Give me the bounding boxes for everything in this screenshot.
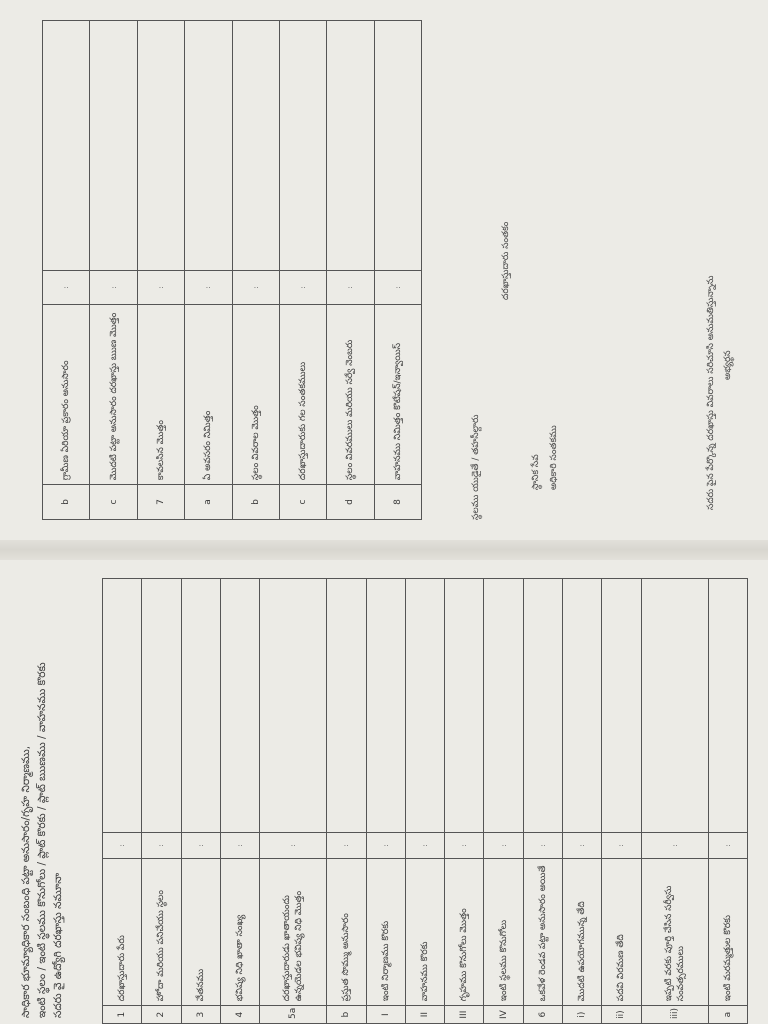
row-value-field[interactable] bbox=[366, 579, 405, 833]
row-number: iii) bbox=[641, 1006, 708, 1024]
row-value-field[interactable] bbox=[103, 579, 142, 833]
row-label: స్థలం వివరములు మరియు సర్వే నెంబరు bbox=[327, 305, 374, 485]
row-number: III bbox=[445, 1006, 484, 1024]
row-label: దరఖాస్తుదారుడు ఖాతాయందు ఉన్నయెడల భవిష్య నిధి మొత్తం bbox=[260, 859, 327, 1006]
row-label: హోదా మరియు పనిచేయు స్థలం bbox=[142, 859, 181, 1006]
row-colon: : bbox=[327, 270, 374, 305]
row-number: IV bbox=[484, 1006, 523, 1024]
row-number: 5a bbox=[260, 1006, 327, 1024]
row-number: 3 bbox=[181, 1006, 220, 1024]
row-label: దరఖాస్తుదారుకు గల సంతకములు bbox=[279, 305, 326, 485]
row-number: c bbox=[90, 485, 137, 520]
table-row bbox=[90, 21, 137, 520]
row-label: పదవి విరమణ తేది bbox=[602, 859, 641, 1006]
table-row bbox=[602, 579, 641, 1024]
approval-note: సదరు పైన పేర్కొన్న దరఖాస్తు వివరాలు సరిచూసి అనుమతిస్తున్నాను bbox=[706, 275, 716, 510]
row-number: 7 bbox=[137, 485, 184, 520]
row-number: 6 bbox=[523, 1006, 562, 1024]
row-value-field[interactable] bbox=[90, 21, 137, 271]
form-title bbox=[18, 662, 66, 1018]
row-colon: : bbox=[563, 832, 602, 859]
row-number: I bbox=[366, 1006, 405, 1024]
title-line-1: సాధికార భూమ్యాధికార సంబంధి పట్టా అనుసారం/గృహ నిర్మాణము, bbox=[20, 745, 32, 1018]
row-colon: : bbox=[366, 832, 405, 859]
row-colon: : bbox=[220, 832, 259, 859]
row-label: ఒకవేళ రెండవ పట్టా అనుసారం అయితే bbox=[523, 859, 562, 1006]
table-row bbox=[708, 579, 747, 1024]
table-row bbox=[142, 579, 181, 1024]
row-label: ఇంటి స్థలము కొనుగోలు bbox=[484, 859, 523, 1006]
row-colon: : bbox=[641, 832, 708, 859]
row-value-field[interactable] bbox=[327, 21, 374, 271]
row-label: ఇప్పటి వరకు పూర్తి చేసిన సర్వీసు సంవత్సరములు bbox=[641, 859, 708, 1006]
row-number: 8 bbox=[374, 485, 421, 520]
row-label: గ్రామీణ ఏరియా ప్రకారం అనుసారం bbox=[43, 305, 90, 485]
row-number: d bbox=[327, 485, 374, 520]
row-colon: : bbox=[484, 832, 523, 859]
row-label: ప్రస్తుత సొమ్ము అనుసారం bbox=[327, 859, 366, 1006]
row-value-field[interactable] bbox=[708, 579, 747, 833]
row-value-field[interactable] bbox=[602, 579, 641, 833]
row-colon: : bbox=[185, 270, 232, 305]
row-colon: : bbox=[43, 270, 90, 305]
approval-note-2: అభ్యర్థన bbox=[723, 350, 733, 380]
place-date: స్థలము యుడైతే / తహసీల్దారు bbox=[471, 414, 481, 520]
row-number: ii) bbox=[602, 1006, 641, 1024]
row-value-field[interactable] bbox=[327, 579, 366, 833]
row-colon: : bbox=[708, 832, 747, 859]
row-colon: : bbox=[405, 832, 444, 859]
row-colon: : bbox=[523, 832, 562, 859]
row-number: b bbox=[43, 485, 90, 520]
row-label: కావలసిన మొత్తం bbox=[137, 305, 184, 485]
row-number: II bbox=[405, 1006, 444, 1024]
row-label: మొదటి పట్టా అనుసారం దరఖాస్తు ఋణ మొత్తం bbox=[90, 305, 137, 485]
table-row bbox=[327, 579, 366, 1024]
row-label: ఇంటి మరమ్మత్తుల కొరకు bbox=[708, 859, 747, 1006]
row-label: భవిష్య నిధి ఖాతా సంఖ్య bbox=[220, 859, 259, 1006]
row-value-field[interactable] bbox=[142, 579, 181, 833]
table-row bbox=[563, 579, 602, 1024]
table-row bbox=[641, 579, 708, 1024]
row-number: 4 bbox=[220, 1006, 259, 1024]
table-row bbox=[220, 579, 259, 1024]
table-row bbox=[43, 21, 90, 520]
row-value-field[interactable] bbox=[260, 579, 327, 833]
table-row bbox=[232, 21, 279, 520]
row-value-field[interactable] bbox=[137, 21, 184, 271]
row-value-field[interactable] bbox=[43, 21, 90, 271]
row-value-field[interactable] bbox=[374, 21, 421, 271]
table-row bbox=[103, 579, 142, 1024]
row-colon: : bbox=[602, 832, 641, 859]
table-row bbox=[181, 579, 220, 1024]
row-colon: : bbox=[142, 832, 181, 859]
table-row bbox=[445, 579, 484, 1024]
row-value-field[interactable] bbox=[445, 579, 484, 833]
row-number: a bbox=[185, 485, 232, 520]
row-value-field[interactable] bbox=[523, 579, 562, 833]
row-number: i) bbox=[563, 1006, 602, 1024]
row-colon: : bbox=[374, 270, 421, 305]
row-label: దరఖాస్తుదారు పేరు bbox=[103, 859, 142, 1006]
row-value-field[interactable] bbox=[220, 579, 259, 833]
row-number: b bbox=[327, 1006, 366, 1024]
row-value-field[interactable] bbox=[484, 579, 523, 833]
row-value-field[interactable] bbox=[563, 579, 602, 833]
row-label: స్థలం వివరాల మొత్తం bbox=[232, 305, 279, 485]
row-value-field[interactable] bbox=[641, 579, 708, 833]
row-label: వేతనము bbox=[181, 859, 220, 1006]
row-label: మొదటి ఉపయోగమున్న తేది bbox=[563, 859, 602, 1006]
row-colon: : bbox=[327, 832, 366, 859]
row-label: వాహనము నిమిత్తం కొటేషన్/ఇన్వాయిస్ bbox=[374, 305, 421, 485]
row-number: c bbox=[279, 485, 326, 520]
row-colon: : bbox=[279, 270, 326, 305]
table-row bbox=[185, 21, 232, 520]
forwarded-label: స్థానిక సేవ bbox=[531, 454, 541, 490]
row-number: a bbox=[708, 1006, 747, 1024]
table-row bbox=[327, 21, 374, 520]
lower-half-rotated bbox=[0, 554, 768, 1024]
row-value-field[interactable] bbox=[181, 579, 220, 833]
table-row bbox=[366, 579, 405, 1024]
table-row bbox=[260, 579, 327, 1024]
row-colon: : bbox=[260, 832, 327, 859]
row-colon: : bbox=[103, 832, 142, 859]
row-label: గృహము కొనుగోలు మొత్తం bbox=[445, 859, 484, 1006]
row-colon: : bbox=[232, 270, 279, 305]
title-line-3: సదరు వై ఉద్యోగి దరఖాస్తు నమూనా bbox=[52, 872, 64, 1018]
applicant-signature: దరఖాస్తుదారు సంతకం bbox=[501, 221, 511, 300]
row-colon: : bbox=[90, 270, 137, 305]
table-bottom bbox=[42, 20, 422, 520]
table-row bbox=[405, 579, 444, 1024]
table-row bbox=[137, 21, 184, 520]
row-label: ఇంటి నిర్మాణము కొరకు bbox=[366, 859, 405, 1006]
row-number: 1 bbox=[103, 1006, 142, 1024]
row-value-field[interactable] bbox=[279, 21, 326, 271]
table-row bbox=[279, 21, 326, 520]
table-row bbox=[484, 579, 523, 1024]
table-row bbox=[374, 21, 421, 520]
row-label: వాహనము కొరకు bbox=[405, 859, 444, 1006]
title-line-2: ఇంటి స్థలం / ఇంటి స్థలము కొనుగోలు / ప్లాట్ కొరకు / ప్లాట్ ఋణము / వాహనము కొరకు bbox=[36, 662, 48, 1018]
row-label: ఏ అవసరం నిమిత్తం bbox=[185, 305, 232, 485]
row-colon: : bbox=[181, 832, 220, 859]
row-value-field[interactable] bbox=[232, 21, 279, 271]
row-number: 2 bbox=[142, 1006, 181, 1024]
row-value-field[interactable] bbox=[185, 21, 232, 271]
officer-signature: అధికారి సంతకము bbox=[549, 425, 559, 490]
row-colon: : bbox=[137, 270, 184, 305]
table-row bbox=[523, 579, 562, 1024]
table-top bbox=[102, 578, 748, 1024]
row-value-field[interactable] bbox=[405, 579, 444, 833]
row-colon: : bbox=[445, 832, 484, 859]
row-number: b bbox=[232, 485, 279, 520]
